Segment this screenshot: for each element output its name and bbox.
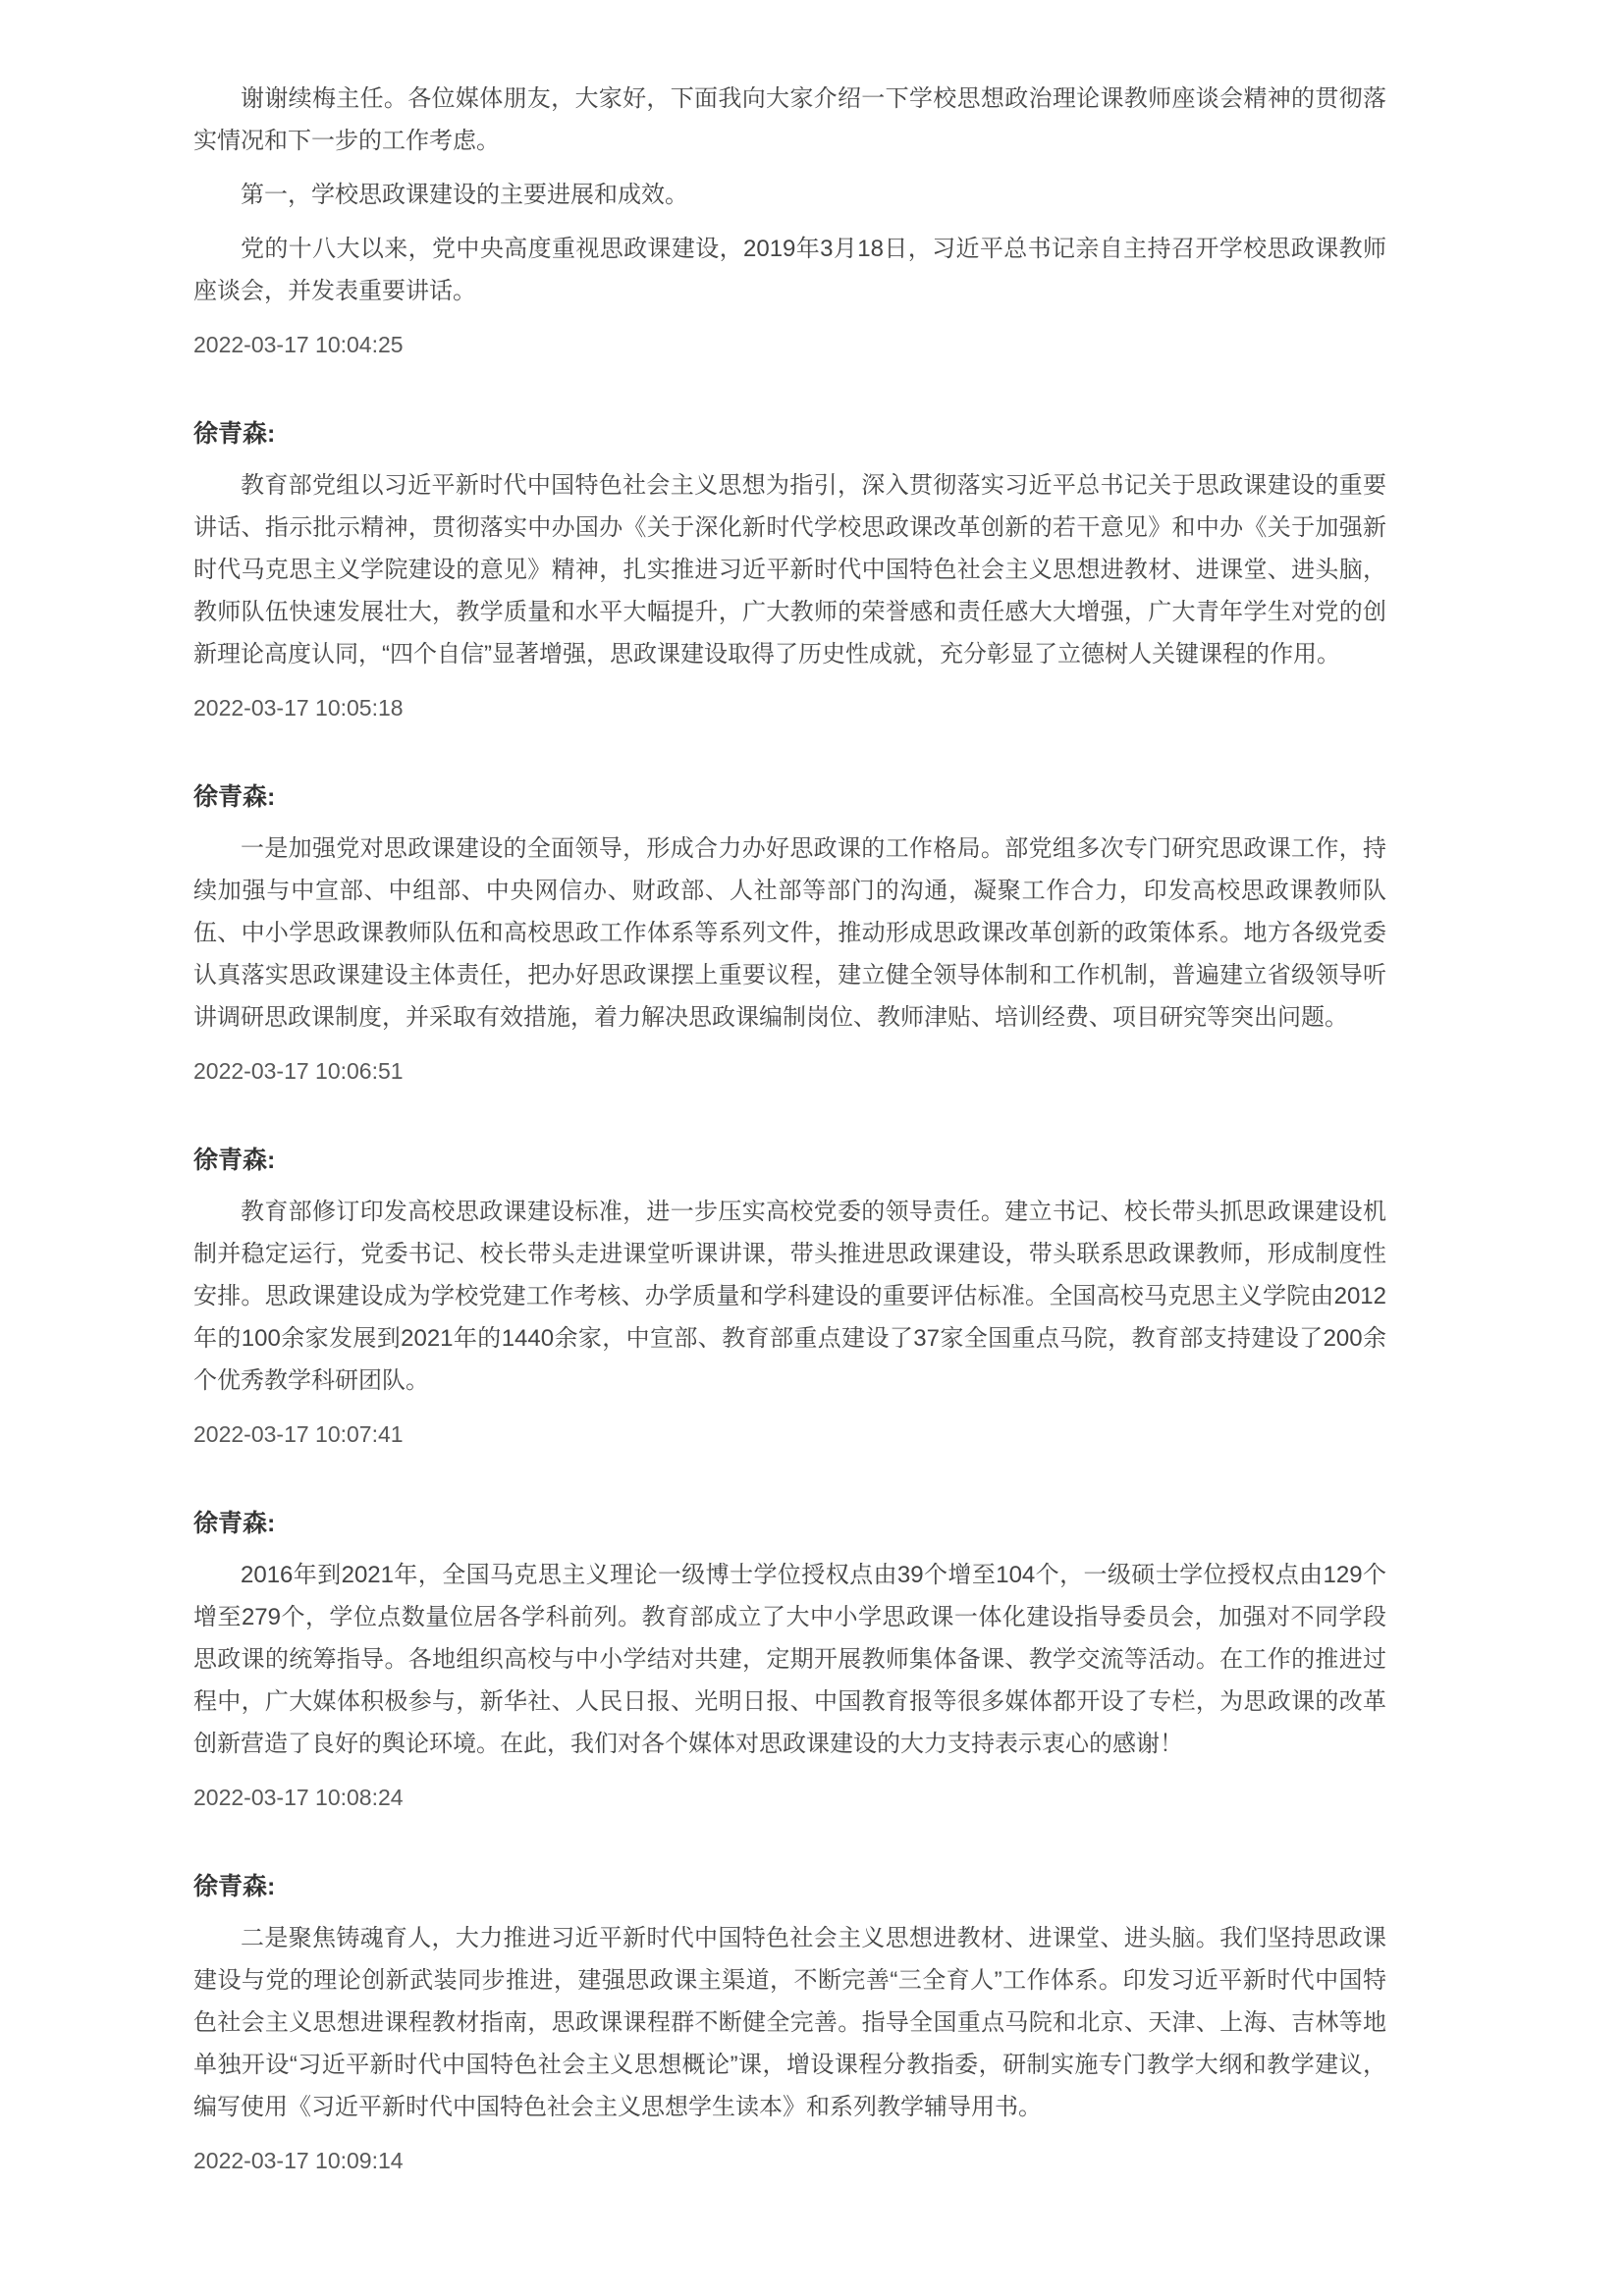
timestamp: 2022-03-17 10:07:41 — [193, 1421, 404, 1447]
paragraph: 教育部党组以习近平新时代中国特色社会主义思想为指引，深入贯彻落实习近平总书记关于思政课建设的重要讲话、指示批示精神，贯彻落实中办国办《关于深化新时代学校思政课改革创新的若干意见》和中办《关于加强新时代马克思主义学院建设的意见》精神，扎实推进习近平新时代中国特色社会主义思想进教材、进课堂、进头脑，教师队伍快速发展壮大，教学质量和水平大幅提升，广大教师的荣誉感和责任感大大增强，广大青年学生对党的创新理论高度认同，“四个自信”显著增强，思政课建设取得了历史性成就，充分彰显了立德树人关键课程的作用。 — [193, 472, 1386, 667]
timestamp: 2022-03-17 10:04:25 — [193, 332, 404, 357]
intro-paragraph: 谢谢续梅主任。各位媒体朋友，大家好，下面我向大家介绍一下学校思想政治理论课教师座谈会精神的贯彻落实情况和下一步的工作考虑。 — [193, 85, 1386, 154]
speaker-name: 徐青森: — [193, 420, 276, 448]
entries — [193, 413, 1386, 2182]
paragraph: 二是聚焦铸魂育人，大力推进习近平新时代中国特色社会主义思想进教材、进课堂、进头脑。我们坚持思政课建设与党的理论创新武装同步推进，建强思政课主渠道，不断完善“三全育人”工作体系。印发习近平新时代中国特色社会主义思想进课程教材指南，思政课课程群不断健全完善。指导全国重点马院和北京、天津、上海、吉林等地单独开设“习近平新时代中国特色社会主义思想概论”课，增设课程分教指委，研制实施专门教学大纲和教学建议，编写使用《习近平新时代中国特色社会主义思想学生读本》和系列教学辅导用书。 — [193, 1925, 1386, 2120]
paragraph: 一是加强党对思政课建设的全面领导，形成合力办好思政课的工作格局。部党组多次专门研究思政课工作，持续加强与中宣部、中组部、中央网信办、财政部、人社部等部门的沟通，凝聚工作合力，印发高校思政课教师队伍、中小学思政课教师队伍和高校思政工作体系等系列文件，推动形成思政课改革创新的政策体系。地方各级党委认真落实思政课建设主体责任，把办好思政课摆上重要议程，建立健全领导体制和工作机制，普遍建立省级领导听讲调研思政课制度，并采取有效措施，着力解决思政课编制岗位、教师津贴、培训经费、项目研究等突出问题。 — [193, 835, 1386, 1031]
speaker-block — [193, 776, 1386, 1093]
timestamp: 2022-03-17 10:06:51 — [193, 1058, 404, 1084]
speaker-block — [193, 413, 1386, 729]
intro-paragraph: 第一，学校思政课建设的主要进展和成效。 — [241, 182, 688, 208]
speaker-name: 徐青森: — [193, 1510, 276, 1537]
paragraph: 2016年到2021年，全国马克思主义理论一级博士学位授权点由39个增至104个，一级硕士学位授权点由129个增至279个，学位点数量位居各学科前列。教育部成立了大中小学思政课一体化建设指导委员会，加强对不同学段思政课的统筹指导。各地组织高校与中小学结对共建，定期开展教师集体备课、教学交流等活动。在工作的推进过程中，广大媒体积极参与，新华社、人民日报、光明日报、中国教育报等很多媒体都开设了专栏，为思政课的改革创新营造了良好的舆论环境。在此，我们对各个媒体对思政课建设的大力支持表示衷心的感谢！ — [193, 1562, 1386, 1757]
speaker-block — [193, 1503, 1386, 1819]
timestamp: 2022-03-17 10:08:24 — [193, 1785, 404, 1810]
speaker-block — [193, 1866, 1386, 2182]
paragraph: 教育部修订印发高校思政课建设标准，进一步压实高校党委的领导责任。建立书记、校长带头抓思政课建设机制并稳定运行，党委书记、校长带头走进课堂听课讲课，带头推进思政课建设，带头联系思政课教师，形成制度性安排。思政课建设成为学校党建工作考核、办学质量和学科建设的重要评估标准。全国高校马克思主义学院由2012年的100余家发展到2021年的1440余家，中宣部、教育部重点建设了37家全国重点马院，教育部支持建设了200余个优秀教学科研团队。 — [193, 1199, 1386, 1394]
speaker-name: 徐青森: — [193, 783, 276, 811]
timestamp: 2022-03-17 10:09:14 — [193, 2148, 404, 2173]
timestamp: 2022-03-17 10:05:18 — [193, 695, 404, 721]
speaker-block — [193, 1140, 1386, 1456]
intro-paragraph: 党的十八大以来，党中央高度重视思政课建设，2019年3月18日，习近平总书记亲自主持召开学校思政课教师座谈会，并发表重要讲话。 — [193, 236, 1386, 304]
speaker-name: 徐青森: — [193, 1147, 276, 1174]
intro-block — [193, 78, 1386, 366]
speaker-name: 徐青森: — [193, 1873, 276, 1900]
